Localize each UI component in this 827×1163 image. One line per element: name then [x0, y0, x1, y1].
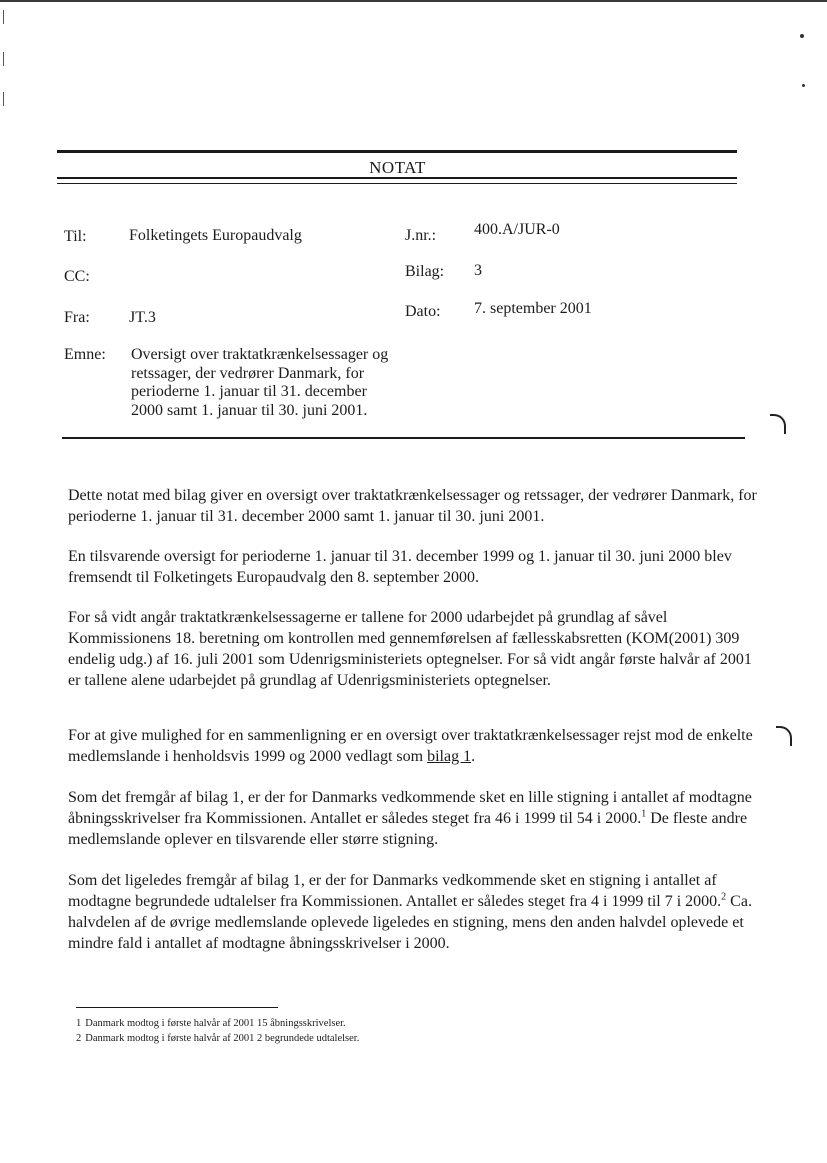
- document-title: NOTAT: [369, 158, 426, 177]
- paragraph-2: En tilsvarende oversigt for perioderne 1. januar til 31. december 1999 og 1. januar til 30. juni 2000 blev fremsendt til Folketingets Europaudvalg den 8. september 2000.: [68, 548, 732, 586]
- bilag-value: 3: [474, 262, 482, 279]
- header-rule-top: [57, 150, 737, 153]
- scan-speck: [802, 84, 805, 87]
- scan-top-border: [0, 0, 827, 2]
- scan-speck: [800, 34, 804, 38]
- punch-hole-mark: [770, 414, 786, 434]
- punch-hole-mark: [776, 726, 792, 746]
- footnote-2: [76, 1033, 359, 1044]
- emne-value: Oversigt over traktatkrænkelsessager og retssager, der vedrører Danmark, for perioderne 1. januar til 31. december 2000 samt 1. januar til 30. juni 2001.: [131, 346, 389, 419]
- paragraph-5-text: Som det fremgår af bilag 1, er der for Danmarks vedkommende sket en lille stigning i antallet af modtagne åbningsskrivelser fra Kommissionen. Antallet er således steget fra 46 i 1999 til 54 i 2000.: [68, 789, 752, 827]
- fra-value: JT.3: [129, 309, 156, 326]
- bilag-label: Bilag:: [405, 263, 445, 280]
- paragraph-4-text: For at give mulighed for en sammenligning er en oversigt over traktatkrænkelsessager rejst mod de enkelte medlemslande i henholdsvis 1999 og 2000 vedlagt som: [68, 727, 753, 765]
- footnote-ref-2[interactable]: 2: [721, 891, 727, 903]
- header-rule-bottom: [57, 177, 737, 179]
- paragraph-6-end: Ca. halvdelen af de øvrige medlemslande oplevede ligeledes en stigning, mens den anden halvdel oplevede et mindre fald i antallet af modtagne åbningsskrivelser i 2000.: [68, 893, 752, 952]
- paragraph-3: For så vidt angår traktatkrænkelsessagerne er tallene for 2000 udarbejdet på grundlag af såvel Kommissionens 18. beretning om kontrollen med gennemførelsen af fællesskabsretten (KOM(2001) 309 endelig udg.) af 16. juli 2001 som Udenrigsministeriets optegnelser. For så vidt angår første halvår af 2001 er tallene alene udarbejdet på grundlag af Udenrigsministeriets optegnelser.: [68, 609, 752, 689]
- jnr-label: J.nr.:: [405, 227, 437, 244]
- fra-label: Fra:: [64, 309, 90, 326]
- footnote-2-number: 2: [76, 1033, 82, 1044]
- paragraph-4: [68, 725, 758, 767]
- til-label: Til:: [64, 228, 87, 245]
- footnote-ref-1[interactable]: 1: [641, 808, 647, 820]
- footnote-2-text: Danmark modtog i første halvår af 2001 2 begrundede udtalelser.: [85, 1033, 360, 1044]
- scan-edge-mark: [3, 10, 4, 24]
- paragraph-5-end: De fleste andre medlemslande oplever en tilsvarende eller større stigning.: [68, 810, 748, 848]
- footnote-1-text: Danmark modtog i første halvår af 2001 15 åbningsskrivelser.: [85, 1018, 346, 1029]
- footnote-separator: [76, 1007, 278, 1008]
- scan-edge-mark: [3, 52, 4, 66]
- cc-label: CC:: [64, 268, 90, 285]
- paragraph-4-end: .: [471, 748, 476, 765]
- jnr-value: 400.A/JUR-0: [474, 221, 560, 238]
- header-rule-bottom-thin: [57, 183, 737, 184]
- footnote-1: [76, 1018, 346, 1029]
- emne-label: Emne:: [64, 346, 106, 363]
- footnote-1-number: 1: [76, 1018, 82, 1029]
- dato-label: Dato:: [405, 303, 441, 320]
- scan-edge-mark: [3, 92, 4, 106]
- paragraph-6: [68, 870, 758, 954]
- paragraph-1: Dette notat med bilag giver en oversigt over traktatkrænkelsessager og retssager, der vedrører Danmark, for perioderne 1. januar til 31. december 2000 samt 1. januar til 30. juni 2001.: [68, 487, 757, 525]
- paragraph-6-text: Som det ligeledes fremgår af bilag 1, er der for Danmarks vedkommende sket en stigning i antallet af modtagne begrundede udtalelser fra Kommissionen. Antallet er således steget fra 4 i 1999 til 7 i 2000.: [68, 872, 722, 910]
- dato-value: 7. september 2001: [474, 300, 592, 317]
- til-value: Folketingets Europaudvalg: [129, 227, 302, 244]
- paragraph-5: [68, 787, 758, 850]
- header-rule-end: [62, 437, 745, 439]
- bilag-1-link[interactable]: bilag 1: [427, 748, 472, 765]
